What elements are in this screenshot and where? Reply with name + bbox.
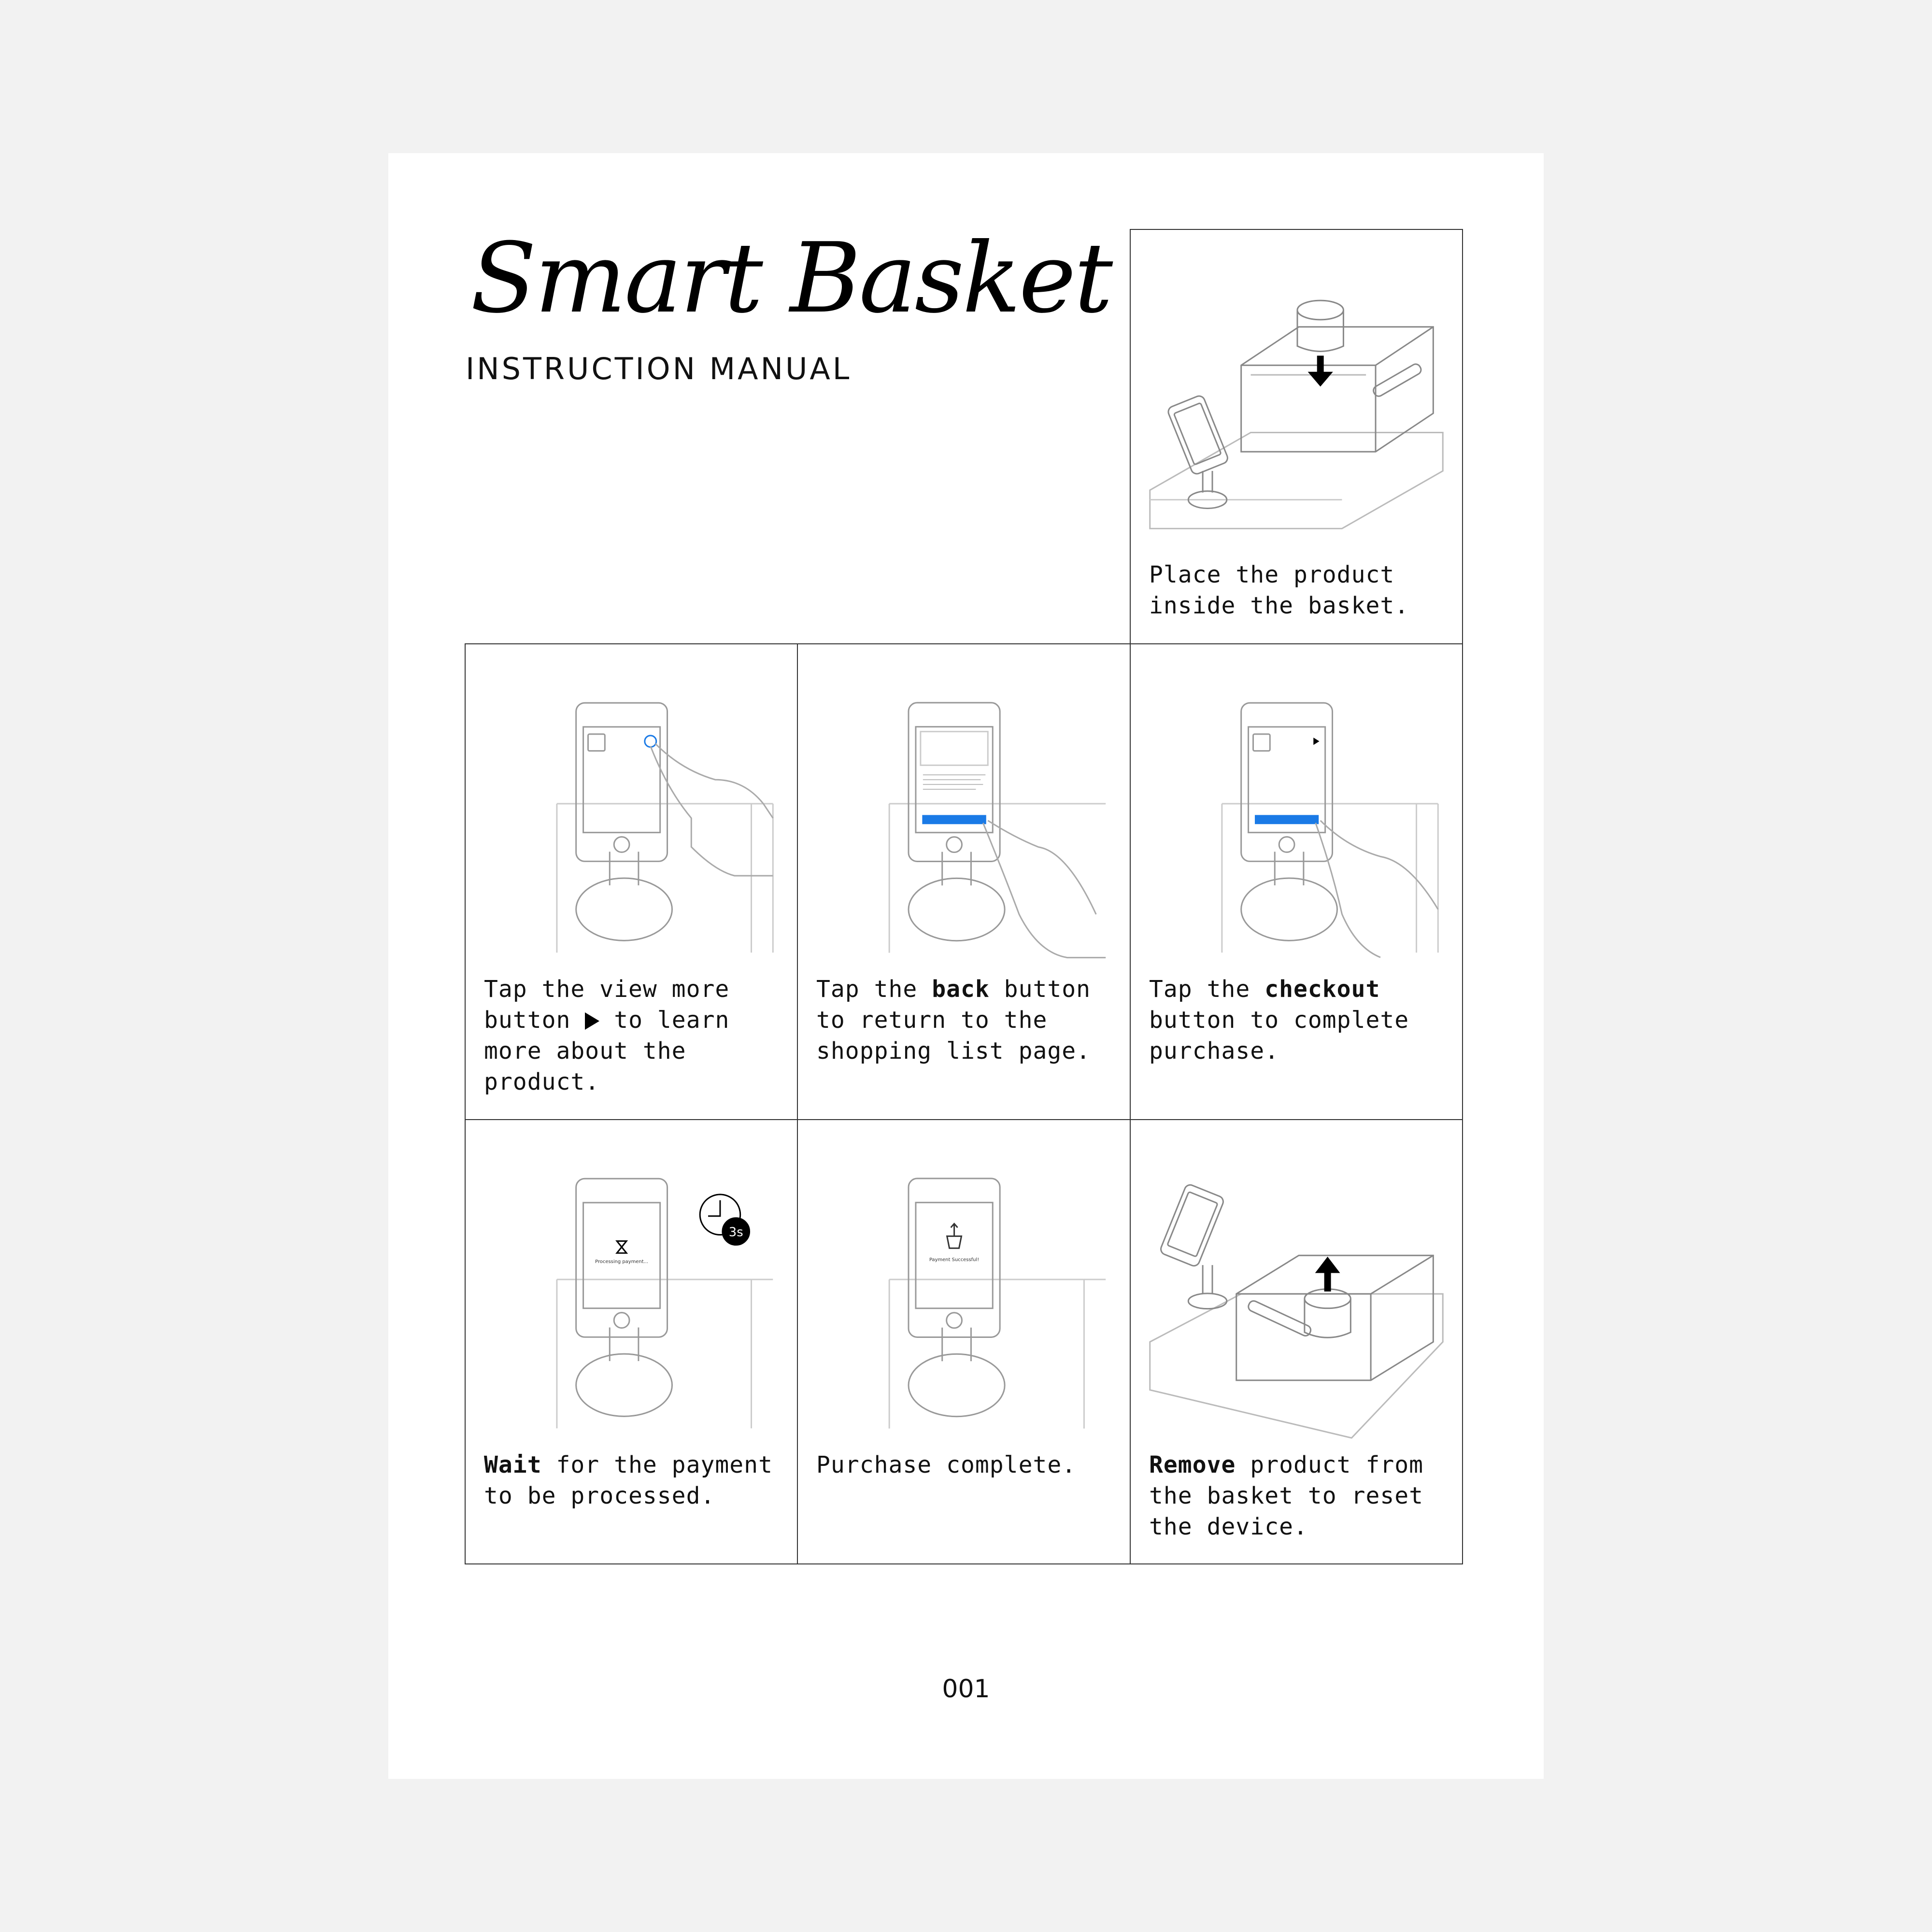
phone-tap-checkout-icon — [1131, 644, 1462, 963]
caption-text: Tap the — [1149, 976, 1265, 1003]
timer-label: 3s — [728, 1225, 743, 1240]
step-5-caption — [484, 1449, 787, 1511]
step-cell-6 — [797, 1119, 1131, 1564]
step-cell-3 — [797, 643, 1131, 1120]
caption-text: Purchase complete. — [816, 1451, 1077, 1478]
caption-text: Tap the — [816, 976, 932, 1003]
caption-text: Place the product inside the basket. — [1149, 561, 1409, 619]
step-cell-5 — [465, 1119, 798, 1564]
caption-text: product from the basket to reset the device. — [1149, 1451, 1424, 1540]
step-4-caption — [1149, 974, 1452, 1066]
caption-bold-text: back — [932, 976, 990, 1003]
step-3-caption — [816, 974, 1120, 1066]
manual-subtitle: INSTRUCTION MANUAL — [466, 351, 852, 386]
caption-bold-text: checkout — [1264, 976, 1380, 1003]
page-number: 001 — [942, 1675, 990, 1704]
manual-title: Smart Basket — [470, 222, 1111, 335]
step-cell-4 — [1130, 643, 1463, 1120]
caption-text: to learn more about the product. — [484, 1007, 730, 1095]
caption-text: for the payment to be processed. — [484, 1451, 773, 1509]
step-7-caption — [1149, 1449, 1452, 1542]
step-1-caption — [1149, 559, 1452, 621]
caption-text: button to complete purchase. — [1149, 1007, 1409, 1065]
play-triangle-icon — [585, 1012, 599, 1030]
step-2-caption — [484, 974, 787, 1097]
phone-processing-payment-icon — [466, 1120, 797, 1439]
phone-payment-successful-icon — [798, 1120, 1130, 1439]
manual-page — [388, 153, 1544, 1779]
step-cell-7 — [1130, 1119, 1463, 1564]
caption-bold-text: Wait — [484, 1451, 542, 1478]
phone-tap-view-more-icon — [466, 644, 797, 963]
phone-and-basket-insert-icon — [1131, 230, 1462, 549]
caption-text: Tap the view more button — [484, 976, 730, 1034]
phone-tap-back-icon — [798, 644, 1130, 963]
caption-text: button to return to the shopping list page. — [816, 976, 1091, 1065]
success-text: Payment Successful! — [929, 1257, 980, 1263]
step-cell-1 — [1130, 229, 1463, 644]
phone-and-basket-remove-icon — [1131, 1120, 1462, 1439]
step-6-caption — [816, 1449, 1120, 1480]
step-cell-2 — [465, 643, 798, 1120]
caption-bold-text: Remove — [1149, 1451, 1236, 1478]
processing-text: Processing payment... — [595, 1259, 649, 1265]
